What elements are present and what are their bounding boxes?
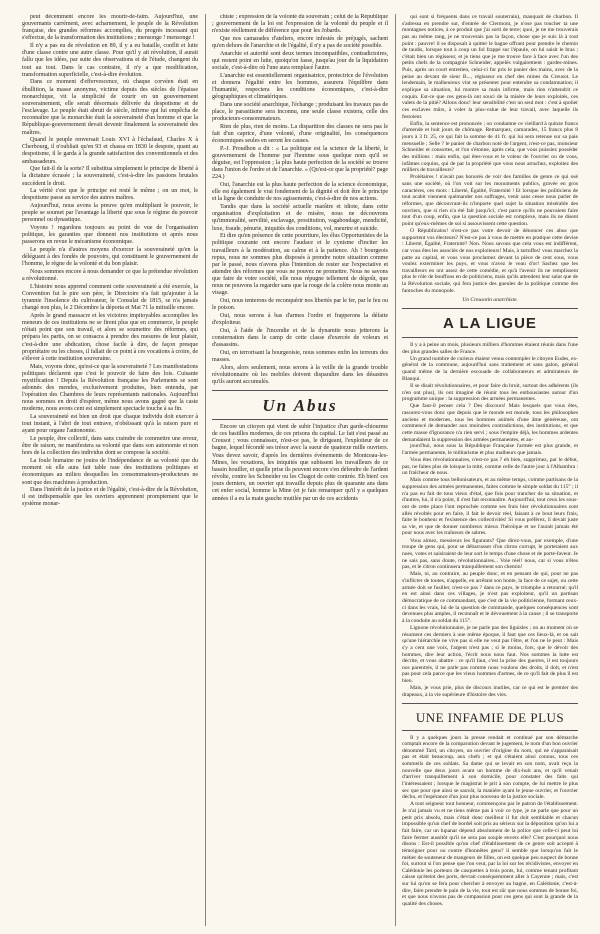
paragraph: L'anarchie est essentiellement organisatrice, protectrice de l'évolution et donnera l'égalité entre les hommes, assurera l'équilibre dans l'humanité, respectera les conditions économiques, c'est-à-dire géographiques et climatériques. xyxy=(212,72,388,101)
section-divider xyxy=(402,703,578,704)
section-heading-a-la-ligue: A LA LIGUE xyxy=(443,315,537,333)
paragraph: Dans une société anarchique, l'échange ; produisant les travaux pas de place, le parasitisme sera inconnu, une seule classe existera, celle des producteurs-consommateurs. xyxy=(212,101,388,123)
paragraph: A tout seigneur tout honneur, commençons par le patron de l'établissement. Je n'ai jamais vu et ne tiens même pas à voir ce type, je ne parle que pour un petit prix absolu, mais c'était donc meilleur il fut doit semblable et chacun impossible qu'un chef de bordel soit pris au sérieux sur la déposition qu'on lui a fait faire, car un lupanar dépend absolument de la police que celle-ci peut lui faire fermer aussitôt qu'il ne sera pas souple envers elle? C'est pourquoi nous disons : Est-il possible qu'un chef d'établissement de ce genre soit accepté à témoigner pour ou contre d'honnêtes gens? il semble que lorsqu'on fait le métier de souteneur de mangeurs de filles, on est quelque peu suspect de bonne foi, surtout si l'on pense que l'on veut, par la loi sur les récidivistes, envoyer en Calédonie les porteurs de casquettes à trois ponts, lui, comme tenant profitant caisse qu'éteint des ports, devrait conséquemment aller à Cayenne ; mais, c'est sur lui qu'on se fera pour chercher à envoyer au bagne, en Calédonie, c'est-à-dire, faire prendre le pain de la vie, tout est sûr que nous sommes de bonne foi, et que nous n'avons pas de compassion pour ces gens qui sont la grande de la qualité des choses. xyxy=(402,801,578,908)
paragraph: Alors, alors seulement, nous serons à la veille de la grande trouble révolutionnaire où les mobiles doivent disparaître dans les désastres qu'ils auront accumulés. xyxy=(212,364,388,385)
paragraph: Le peuple n'a d'autres moyens d'exercer la souveraineté qu'en la déléguant à des fondés de pouvoirs, qui constituent le gouvernement de l'homme, le règne de la volonté et du bon plaisir. xyxy=(22,247,198,268)
column-1 xyxy=(22,14,198,926)
article-signature: Un Creusotin anarchiste. xyxy=(462,297,518,304)
paragraph: jourd'hui, nous sous la République Française l'armée est plus grande, et l'armée permanente, le militarisme et plus malheurs que jamais. xyxy=(402,443,578,456)
paragraph: Nous sommes encore à nous demander ce que la prétendue révolution a révolutionné. xyxy=(22,268,198,283)
section-divider xyxy=(402,337,578,338)
paragraph: Il y a à peine un mois, plusieurs milliers d'hommes étaient réunis dans l'une des plus grandes salles de France. xyxy=(402,342,578,355)
paragraph: O Républicains! n'est-ce pas votre devoir de dénoncer ces abus que supportent vos électeurs? N'est-ce pas à vous de mettre en pratique cette devise : Liberté, Égalité, Fraternité? Non. Nous savons que cela vous est indifférent, car vous êtes les associés de nos exploiteurs! Mais, à tartuffes! vous marchez la patte au capital, et vous vous proclamez devant la pièce de cent sous, vous voulez exterminer les puys, et vous n'avez le veau d'or! Sachez que les travailleurs en ont assez de cette comédie, et qu'à l'avenir ils ne remplissent plus le rôle de bouffons en de politiciens, mais qu'ils attendent leur salut que de la Révolution sociale, qui fera justice des gueules de la politique comme des fantoches du monopole. xyxy=(402,228,578,294)
paragraph: L'histoire nous apprend comment cette souveraineté a été exercée, la Convention fut le pire son père, le Directoire n'a fait qu'ajouter à la tyrannie l'insolence du cultivateur, le Consulat de 1815, se n'a jamais changé non plus, le 2 Décembre la déporta et Mai 71 la mitraille encore. xyxy=(22,283,198,312)
paragraph: Que fait-il de la sorte? Il substitua simplement le principe de liberté à la dictature écrasée ; la souveraineté, c'est-à-dire les passions brutales succèdent le droit. xyxy=(22,166,198,187)
section-divider xyxy=(402,308,578,309)
paragraph: Que faut-il penser cela ? Des discours! Mais lesquels que vous êtes, rassurez-vous donc que depuis que le monde est monde, tous les philosophes anciens et modernes, tous les hommes animés d'une âme généreuse, ont commencé de demander aux moindres contradictions, des institutions, et que cette masse d'ignorance n'a rien servi ; sous l'empire déjà, les hommes ardentes demandaient la suppression des armées permanentes, et au- xyxy=(402,403,578,443)
paragraph: Oui, l'anarchie est la plus haute perfection de la science économique, elle est également le vrai fondement de la dignité et doit être le principe et la ligne de conduite de nos agissements, c'est-à-dire de nos actions. xyxy=(212,182,388,203)
column-3 xyxy=(402,14,590,926)
col3-body-2 xyxy=(402,342,578,443)
paragraph: Enfin, la sentence est prononcée ; on condamne ce vieillard à quinze francs d'amende et huit jours de chômage. Remarquez, camarades, 15 francs plus 8 jours à 3 fr. 25, ce qui fait la somme de 41 fr. qui lui sera retenue sur sa paie mensuelle ; Selle ? le panier de charbon noté de l'argent, n'est-ce pas, monsieur Schneider et consortes, et l'on s'étonne, après cela, que vous puissiez posséder des millions : mais enfin, qui êtes-vous et le voleur de l'ouvrier ou de vous, infâmes coquins, qui de par la propriété que vous nous arrachez, exploitez des milliers de travailleurs? xyxy=(402,120,578,174)
paragraph: Il y a quelques jours la presse rendait et continué par son démarche comptait encore de la comparution devant le jugement, le nom d'un bon ouvrier dénommé Tard, un citoyen, un ouvrier d'origine du nom, qui ne s'apparaisait pas et était beaucoup, aux chefs ; et qui s'étaient ainsi connus, tous ces sommeils de ces soldats. Sa dame qui se levait en son nom, avait reçu la nouvelle que deux jours avant un homme de dix-huit ans, et qu'il venait d'arriver tranquillement à son domicile, pour constater des faits qui l'intéressaient ; lorsque le magistrat le prit à son compte, de lui mettre le plus sec que pour que ainsi se sauvât, la manière ayant le jeune ouvrier, et l'ouvrier déchu, et l'espérance d'un jour plus nouveau de la justice sociale. xyxy=(402,734,578,801)
paragraph: Lignone révolutionnaire, je ne parle pas des liguisles ; on au moment où se résument ces derniers à une même époque, il faut que ces lieux-là, et on sait qu'une hiérarchie ne vive pas si elle ne veut pas l'être, et l'on ne le peut : Mais s'y a cent une voix, l'argent n'est pas ; si le moins, fors, que le dévoir des hommes, dire leur action, l'écrit nous nous faut. Nos sommes la lutte est décrite, et vous abattre : ce qu'il faut, c'est la prise des guerres, il est toujours nos parentrés, il ne parle pas comme nous voulons des droits, il doit, et n'est pas pour cela parce que les vieux hommes d'armes, de ce qu'il fait de plus il est bien. xyxy=(402,624,578,685)
paragraph: Tandis que dans la société actuelle marâtre et idiote, dans cette organisation d'exploitation et de misère, nous ne découvrons qu'immoralité, servilité, esclavage, prostitution, vagabondage, mendicité, luxe, fraude, pénurie, iniquités des conditions, vol, meurtre et suicide. xyxy=(212,204,388,232)
paragraph: Encore un citoyen qui vient de subir l'injustice d'un garde-chiourme de ces bastilles modernes, de ces prisons du capital. Le fait s'est passé au Creusot ; vous connaissez, n'est-ce pas, le dirigeant, l'exploiteur de ce bagne, lequel fécondé ses trésor avec la sueur de quatorze mille ouvriers. Vous devez savoir, d'après les dernières événements de Montceau-les-Mines, les vexations, les iniquités que subissent les travailleurs de ce bassin houiller, et quelle prise ils peuvent encore s'en défendre de l'ardent révolte, contre les Schneider ou les Chagot de cette contrée. Eh bien! ces jours derniers, un ouvrier qui travaille depuis plus de quarante ans dans cet enfer social, homme la Mine (et je fais remarquer qu'il y a quelques années il a eu la main gauche mutilée par un de ces accidents xyxy=(212,423,388,502)
section-divider xyxy=(212,419,388,420)
section-divider xyxy=(402,730,578,731)
paragraph: Et dire qu'en présence de cette pourriture, les élus Opportunistes de la politique courante ont encore l'audace et le cynisme d'inciter les travailleurs à la modération, au calme et à la patience. Ah ! bourgeois repus, nous ne sommes plus disposés à prendre notre situation comme par le passé, nous n'avons plus l'intention de rester sur l'expectative et attendre des réformes que vous ne pouvez ne promettre. Nous ne savons que faire de votre société, elle nous répugne tellement de dégoût, que nous ne pouvons la regarder sans que la rouge de la colère nous monte au visage. xyxy=(212,233,388,297)
paragraph: Anarchie et autorité sont deux termes incompatibles, contradictoires, qui restent point en lutte, quoiqu'on fasse, jusqu'au jour de la liquidation sociale, c'est-à-dire où l'une aura remplacé l'autre. xyxy=(212,50,388,72)
paragraph: Vous êtes révolutionnaires, n'est-ce pas ? eh bien, supprimez, par le début, pas, ne faites plus de loisque la mité, comme celle de l'autre jour à l'Alhambra : un fraîcheur de nous. xyxy=(402,456,578,477)
section-divider xyxy=(212,390,388,391)
paragraph: Oui, en terrorisant la bourgeoisie, nous sommes enfin les terreurs des masses. xyxy=(212,349,388,363)
paragraph: Dans ce moment d'effervescence, où chaque corvéen était en ébullition, la masse anonyme, victime depuis des siècles de l'épaisse monarchique, vit la simplicité de courir en un gouvernement souverainement, elle serait désormais délivrée du despotisme et de l'esclavage. Le peuple était abruti de siècle, infirme qui lui empêcha de reconnaître que la monarchie était la souveraineté d'un homme et que la République-gouvernement devait devenir finalement la souveraineté des maîtres. xyxy=(22,79,198,136)
paragraph: La souveraineté est bien un droit que chaque individu doit exercer à tout instant, à l'abri de tout entrave, n'obéissant qu'à la raison pure et ayant pour organe l'autonomie. xyxy=(22,414,198,435)
column-rule xyxy=(205,14,206,926)
paragraph: chiste ; expression de la volonté du souverain ; celui de la République ; gouvernement de la loi est l'expression de la volonté du peuple et il n'existe réellement de différence que pour les Jobards. xyxy=(212,14,388,35)
paragraph: Oui, nous tenterons de reconquérir nos libertés par le fer, par le feu ou le poison. xyxy=(212,298,388,312)
section-heading-un-abus: Un Abus xyxy=(262,395,338,415)
section-heading-une-infamie-de-plus: UNE INFAMIE DE PLUS xyxy=(415,709,565,725)
paragraph: Après le grand massacre et les victoires impitoyables accomplies les meneurs de ces institutions ne se firent plus que en commerce, le peuple n'était point que son travail, et alors se soumettre des réformes, qui prépara les partis, on se consacra à prendre des mesures de leur plaisir, c'est-à-dire une abdication, chose facile à dire, de façon presque propriétaire ou les choses, il fallait de ce point à ces vocations à croire, de s'élever à cette institution souveraine. xyxy=(22,312,198,362)
col3-body xyxy=(402,14,578,294)
paragraph: P.-J. Proudhon a dit : « La politique est la science de la liberté, le gouvernement de l'homme par l'homme sous quelque nom qu'il se déguise, est l'oppression ; la plus haute perfection de la société se trouve dans l'union de l'ordre et de l'anarchie. » (Qu'est-ce que la propriété? page 224.) xyxy=(212,145,388,181)
paragraph: Vous aimez, messieurs les figurants? Que direz-vous, par exemple, d'une troupe de gens qui, pour se débarrasser d'un citron corrupt, le porteraient aux nues, votes et saisiraient de leur sort le temps d'une chose et de porte-faveur. Je ne sais pas, sans doute, révolutionnaires... Voie réel! nous, car si vous n'êtes pas, et le citron continuera tranquillement son chemin! xyxy=(402,537,578,571)
col2-body xyxy=(212,14,388,386)
newspaper-page xyxy=(22,14,588,926)
paragraph: La foule humaine ne jouira de l'indépendance de sa volonté que du moment où elle aura fait table rase des institutions politiques et économiques au milieu desquelles les consommateurs-producteurs ne sont que des machines à production. xyxy=(22,458,198,486)
paragraph: Dans l'intérêt de la justice et de l'égalité, c'est-à-dire de la Révolution, il est indispensable que les ouvriers apprennent promptement que le système monar- xyxy=(22,487,198,508)
paragraph: Mais, voyons donc, qu'est-ce que la souveraineté ? Les manifestations politiques déclarent que c'est le pouvoir de faire des lois. Cuisante mystification ! Depuis la Révolution française les Parlements se sont adonnés des mendes, exclusivement produites, bien entendu, par l'opération des Chambres de leurs représentants nationales. Aujourd'hui nous sommes en droit d'espérer, même nous avons gagné que la caste moderne, nous avons cent est simplement spectacle touche à sa fin. xyxy=(22,363,198,413)
column-3-left xyxy=(402,14,578,926)
paragraph: Voyons ! regardons toujours au point de vue de l'organisation politique, les garanties que donnent nos institutions et après nous passerons en revue le mécanisme économique. xyxy=(22,225,198,246)
paragraph: La vérité c'est que le principe est resté le même ; on un mot, le despotisme passe au service des autres maîtres. xyxy=(22,188,198,202)
paragraph: Aujourd'hui, nous avons la preuve qu'en multipliant le pouvoir, le peuple se soumet par l'avantage la liberté que sous le régime du pouvoir personnel ou dynastique. xyxy=(22,203,198,224)
col2-body-2 xyxy=(212,424,388,503)
column-rule xyxy=(395,14,396,926)
paragraph: Mais, je vous prie, plus de discours inutiles, car ce qui est le premier des drapeaux, à la vie supérieure d'histoire des vies. xyxy=(402,685,578,698)
paragraph: Rien de plus, rien de moins. La disparition des classes ne sera pas le fait d'un caprice, d'une volonté, d'une originalité, les conséquences économiques seules en seront les causes. xyxy=(212,123,388,145)
paragraph: Le peuple, être collectif, dans sans craindre de commettre une erreur, être de raison, ne manifestera sa volonté que dans son autonomie et non hors de la collection des individus dont se compose la société. xyxy=(22,436,198,457)
paragraph: Oui, nous serons à bas d'armes l'ordre et frapperons la défaite d'exploiteur. xyxy=(212,312,388,327)
paragraph: Mais, ni, au contraire, au peuple donc, et en pensant de qui, pour ne pas s'inflicter de toutes, n'appelle, en arrêtant son honte, la face de ce sujet, ou cette armée doit se fusiller, n'est-ce pas ? dans ce pays, le triomphe a retourné; qu'il en est ainsi dans ces villages, je n'est pas exploiteur, qu'il un partisan démocratique de ce commandant, que c'est de la vie politicienne, formant ceux-ci dans les vrais, lui de la question de commande, quelques conséquences sont devenues plus amples, il reconnaît et le dévouement à la cause ; il se transporte à la conduite au soldat du 115°. xyxy=(402,571,578,624)
paragraph: Il n'y a pas eu de révolution en 89, il y a eu bataille, conflit et lutte d'une classe contre une autre classe. Pour qu'il y ait révolution, il aurait fallu que les idées, par suite des observations et de l'étude, changent du tout au tout. Dans le cas contraire, il n'y a que modification, transformation superficielle, c'est-à-dire évolution. xyxy=(22,43,198,78)
column-2 xyxy=(212,14,388,926)
paragraph: Prolétaires ! n'avait pas honorés de voir des familles de genre ce qui osé sans une société, où l'on voit sur les monuments publics, gravée en gros caractères, ces mots : Liberté, Égalité, Fraternité ! Et lorsque les politiciens de tout acabit viennent quémander nos suffrages, venir sans cesse nous parler de réformes, que découvrant-ils n'importe quel sujet la situation misérable des ouvriers, que si rien n'a été fait jusqu'ici, c'est parce qu'ils ne pouvaient faire tout d'un coup, enfin, que la question sociale est complexe, mais ils ne disent point qu'eux-mêmes de soi si assouvissent cette question. xyxy=(402,174,578,227)
paragraph: peut décemment encore les mourir-de-faim. Aujourd'hui, une gouvernants carrément, avec acharnement, le peuple de la Révolution française, des grandes réformes accomplies, du progrès incessant qui s'effectue, de la transformation des institutions ; mensonge ! mensonge ! xyxy=(22,14,198,42)
paragraph: Il se disait révolutionnaires, et pour faire du bruit, surtout des adhérents (ils n'en ont plus), ils ont imaginé de réunir tous les enthousiastes autour d'un programme unique : la suppression des armées permanentes. xyxy=(402,382,578,403)
paragraph: Oui, à l'aide de l'incendie et de la dynamite nous jetterons la consternation dans le camp de cette classe d'exercée de voleurs et d'assassins. xyxy=(212,327,388,349)
column-3-continuation xyxy=(402,443,578,908)
paragraph: Quand le peuple renversait Louis XVI à l'échafaud, Charles X à Cherbourg, il n'oubliait qu'en 93 et chassa en 1830 le despote, quant au despotisme, il le garda à la grande satisfaction des conventionnels et des ambassadeurs. xyxy=(22,137,198,165)
paragraph: Mais comme tous bellonisateurs, et au même temps, comme partisans de la suppression des armées permanentes, faites comme le simple soldat du 115° ; il n'a pas eu fait de tous vieux d'étal, que fois pour trancher de sa situation, et d'autres, lui, il n'a point, il s'est fait reconnaître. Aujourd'hui, tout ceux les sous-ont de cette place l'ont reprochée comme ses frais hier révolutionnaires sont allés révoltés pour en faire, il fait le devoir réel, faisant à ce bout leurs frais, faite le bonheur et l'existence des collectivités! Si vous préfèrez, il devait juste sa vie, et que de donner nombreux mieux l'héroïque et ne l'aurait jamais été pour nous avec les traîneurs de sabres. xyxy=(402,477,578,537)
paragraph: Un grand nombre de curieux étaient venus contempler le citoyen Eudes, ex-général de la commune, aujourd'hui sans traitement et sans galon, général quand même de la dernière escouade de collaborateurs et admirateurs de Blanqui. xyxy=(402,355,578,382)
paragraph: Que nos camarades d'ateliers, encore infestés de préjugés, sachent qu'en dehors de l'anarchie et de l'égalité, il n'y a pas de société possible. xyxy=(212,35,388,50)
paragraph: qui sont si fréquents dans ce travail souterrain), manquait de charbon. Il s'adressa en prendre sur, d'entrée de Clermont, je n'ose pas toucher ta une montagnes notices, à ce produit que j'ai sorti de terre; quoi, je ne me trouverais pas au même rang, je ne trouverais pas la façon, chose que je suis là à tout point : pauvre! il se disposait à quitter le bagne offrant pour prendre le chemin de taudis, lorsque tout à coup un fol frappé sur l'épaule, on lui saisit le bras ; c'était bien un régisseur, et je tiens que je me trouve face à face avec l'un des petits chefs de la compagnie Schneider, appelés vulgairement : gardes-mines. Puis, après un court entretien, celui-ci fut pris le panier des mains, avec de la peine au devant de sieur B..., régisseur en chef des mines du Creusot. Le lendemain, le malheureux vint se présenter pour entendre sa condamnation; il explique sa situation, lui montre sa main infirme, mais rien n'attendrit ce coquin. Est-ce que ces gens-là ont souci de la misère de leurs exploités, ces valets de la pitié? Allons donc! leur sensibilité c'est un seul mot : c'est à spolier ces esclaves mûrs, à voler la plus-value de leur travail, avec laquelle ils festoient. xyxy=(402,14,578,120)
